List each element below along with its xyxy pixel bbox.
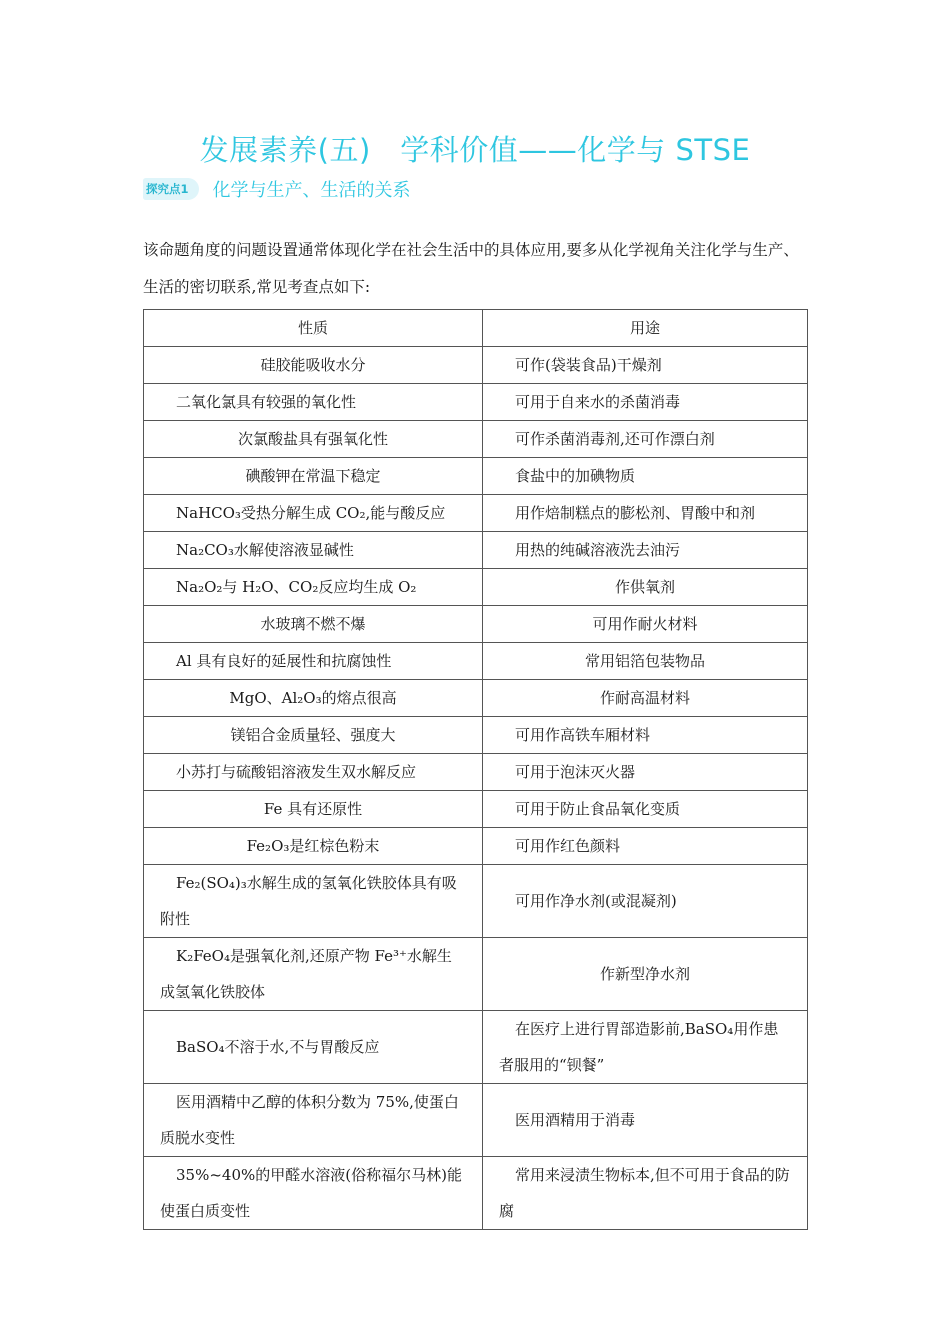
cell-use: 可作(袋装食品)干燥剂 [483,347,808,384]
cell-property: 小苏打与硫酸铝溶液发生双水解反应 [144,754,483,791]
table-row [144,865,808,938]
cell-use: 常用来浸渍生物标本,但不可用于食品的防腐 [483,1157,808,1230]
cell-use: 可用于自来水的杀菌消毒 [483,384,808,421]
table-row [144,643,808,680]
cell-property: K₂FeO₄是强氧化剂,还原产物 Fe³⁺水解生成氢氧化铁胶体 [144,938,483,1011]
cell-use: 作供氧剂 [483,569,808,606]
header-use: 用途 [483,310,808,347]
cell-property: Al 具有良好的延展性和抗腐蚀性 [144,643,483,680]
section-header [143,176,411,202]
cell-property: MgO、Al₂O₃的熔点很高 [144,680,483,717]
table-row [144,717,808,754]
cell-property: NaHCO₃受热分解生成 CO₂,能与酸反应 [144,495,483,532]
table-row [144,606,808,643]
table-row [144,1084,808,1157]
table-row [144,347,808,384]
section-title: 化学与生产、生活的关系 [212,180,411,201]
table-row [144,495,808,532]
cell-use: 可用作红色颜料 [483,828,808,865]
cell-use: 用作焙制糕点的膨松剂、胃酸中和剂 [483,495,808,532]
cell-property: Fe₂(SO₄)₃水解生成的氢氧化铁胶体具有吸附性 [144,865,483,938]
cell-property: 碘酸钾在常温下稳定 [144,458,483,495]
table-row [144,421,808,458]
cell-use: 可用作耐火材料 [483,606,808,643]
cell-property: BaSO₄不溶于水,不与胃酸反应 [144,1011,483,1084]
cell-property: 医用酒精中乙醇的体积分数为 75%,使蛋白质脱水变性 [144,1084,483,1157]
cell-property: Na₂CO₃水解使溶液显碱性 [144,532,483,569]
cell-property: Na₂O₂与 H₂O、CO₂反应均生成 O₂ [144,569,483,606]
table-row [144,1011,808,1084]
table-row [144,1157,808,1230]
cell-use: 可用于防止食品氧化变质 [483,791,808,828]
cell-use: 在医疗上进行胃部造影前,BaSO₄用作患者服用的“钡餐” [483,1011,808,1084]
table-row [144,828,808,865]
property-use-table [143,309,808,1230]
intro-paragraph: 该命题角度的问题设置通常体现化学在社会生活中的具体应用,要多从化学视角关注化学与生产、生活的密切联系,常见考查点如下: [143,241,799,296]
cell-use: 食盐中的加碘物质 [483,458,808,495]
table-row [144,569,808,606]
section-badge: 探究点1 [143,178,199,200]
page-title: 发展素养(五) 学科价值——化学与 STSE [199,133,751,167]
cell-use: 常用铝箔包装物品 [483,643,808,680]
cell-property: 硅胶能吸收水分 [144,347,483,384]
table-row [144,532,808,569]
cell-property: 二氧化氯具有较强的氧化性 [144,384,483,421]
cell-use: 可用作净水剂(或混凝剂) [483,865,808,938]
table-row [144,384,808,421]
cell-property: 镁铝合金质量轻、强度大 [144,717,483,754]
cell-property: 次氯酸盐具有强氧化性 [144,421,483,458]
table-row [144,680,808,717]
cell-use: 可作杀菌消毒剂,还可作漂白剂 [483,421,808,458]
cell-use: 用热的纯碱溶液洗去油污 [483,532,808,569]
table-header-row [144,310,808,347]
cell-property: 水玻璃不燃不爆 [144,606,483,643]
header-property: 性质 [144,310,483,347]
cell-use: 作新型净水剂 [483,938,808,1011]
table-row [144,458,808,495]
cell-use: 作耐高温材料 [483,680,808,717]
table-row [144,754,808,791]
table-row [144,791,808,828]
cell-use: 医用酒精用于消毒 [483,1084,808,1157]
cell-use: 可用作高铁车厢材料 [483,717,808,754]
cell-use: 可用于泡沫灭火器 [483,754,808,791]
cell-property: 35%~40%的甲醛水溶液(俗称福尔马林)能使蛋白质变性 [144,1157,483,1230]
table-row [144,938,808,1011]
cell-property: Fe 具有还原性 [144,791,483,828]
cell-property: Fe₂O₃是红棕色粉末 [144,828,483,865]
